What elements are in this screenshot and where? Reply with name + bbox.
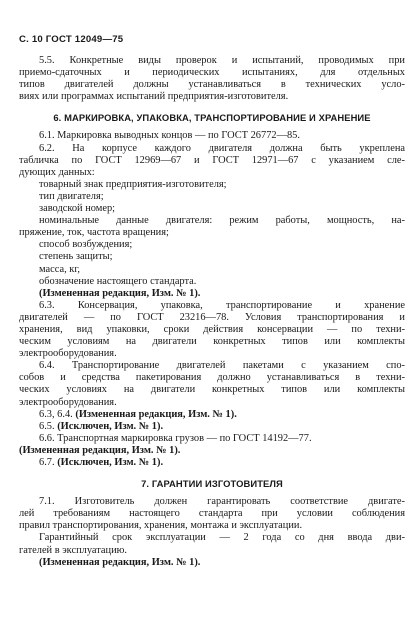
paragraph-6-2-line-2: табличка по ГОСТ 12969—67 и ГОСТ 12971—67 с указанием сле- <box>19 154 405 166</box>
revision-note: (Измененная редакция, Изм. № 1). <box>19 444 181 456</box>
revision-note: (Измененная редакция, Изм. № 1). <box>75 408 237 420</box>
paragraph-6-4-line-1: 6.4. Транспортирование двигателей пакетами с указанием спо- <box>39 360 405 372</box>
list-item: заводской номер; <box>39 203 116 215</box>
paragraph-6-3-line-5: электрооборудования. <box>19 348 117 360</box>
paragraph-6-1: 6.1. Маркировка выводных концов — по ГОСТ 26772—85. <box>39 130 300 142</box>
paragraph-6-3-line-4: ческим условиям на двигатели конкретных типов или комплекты <box>19 336 405 348</box>
paragraph-6-4-line-4: электрооборудования. <box>19 396 117 408</box>
paragraph-7-1-line-2: лей требованиям настоящего стандарта при условии соблюдения <box>19 508 405 520</box>
paragraph-6-7 <box>19 457 405 469</box>
paragraph-6-4-line-3: ческих условиях на двигатели конкретных типов или комплекты <box>19 384 405 396</box>
paragraph-6-5 <box>19 421 405 433</box>
list-item: товарный знак предприятия-изготовителя; <box>39 178 227 190</box>
paragraph-5-5-line-2: приемо-сдаточных и периодических испытаниях, для отдельных <box>19 67 405 79</box>
section-6-heading: 6. МАРКИРОВКА, УПАКОВКА, ТРАНСПОРТИРОВАНИЕ И ХРАНЕНИЕ <box>53 112 371 124</box>
warranty-line-1: Гарантийный срок эксплуатации — 2 года со дня ввода дви- <box>39 532 405 544</box>
excluded-note: (Исключен, Изм. № 1). <box>57 457 164 468</box>
paragraph-6-4-line-2: собов и средства пакетирования должно устанавливаться в техни- <box>19 372 405 384</box>
excluded-note: (Исключен, Изм. № 1). <box>57 420 164 432</box>
paragraph-6-3-line-2: двигателей — по ГОСТ 23216—78. Условия транспортирования и <box>19 311 405 323</box>
clause-number: 6.7. <box>39 457 55 468</box>
warranty-line-2: гателей в эксплуатацию. <box>19 544 127 556</box>
clause-number: 6.5. <box>39 420 55 432</box>
paragraph-7-1-line-3: правил транспортирования, хранения, монтажа и эксплуатации. <box>19 520 303 532</box>
paragraph-6-3-line-1: 6.3. Консервация, упаковка, транспортирование и хранение <box>39 299 405 311</box>
paragraph-5-5-line-3: типов двигателей должны устанавливаться в технических усло- <box>19 79 405 91</box>
list-item: масса, кг, <box>39 263 81 275</box>
list-item: пряжение, ток, частота вращения; <box>19 227 169 239</box>
paragraph-7-1-line-1: 7.1. Изготовитель должен гарантировать соответствие двигате- <box>39 496 405 508</box>
section-7-heading: 7. ГАРАНТИИ ИЗГОТОВИТЕЛЯ <box>141 478 283 490</box>
paragraph-5-5-line-4: виях или программах испытаний предприятия-изготовителя. <box>19 91 289 103</box>
list-item: степень защиты; <box>39 251 113 263</box>
list-item: обозначение настоящего стандарта. <box>39 275 197 287</box>
revision-note: (Измененная редакция, Изм. № 1). <box>39 287 201 299</box>
paragraph-5-5-line-1: 5.5. Конкретные виды проверок и испытаний, проводимых при <box>39 55 405 66</box>
paragraph-6-6: 6.6. Транспортная маркировка грузов — по ГОСТ 14192—77. <box>39 432 312 444</box>
document-body <box>19 55 405 569</box>
paragraph-6-2-line-1: 6.2. На корпусе каждого двигателя должна быть укреплена <box>39 142 405 154</box>
paragraph-6-3-line-3: хранения, вид упаковки, сроки действия консервации — по техни- <box>19 323 405 335</box>
clause-number: 6.3, 6.4. <box>39 408 73 420</box>
list-item: номинальные данные двигателя: режим работы, мощность, на- <box>39 215 405 227</box>
list-item: тип двигателя; <box>39 190 104 202</box>
list-item: способ возбуждения; <box>39 239 133 251</box>
paragraph-6-2-line-3: дующих данных: <box>19 166 95 178</box>
paragraph-6-3-6-4-revision <box>19 409 405 421</box>
page-header: С. 10 ГОСТ 12049—75 <box>19 34 124 45</box>
revision-note: (Измененная редакция, Изм. № 1). <box>39 556 201 568</box>
